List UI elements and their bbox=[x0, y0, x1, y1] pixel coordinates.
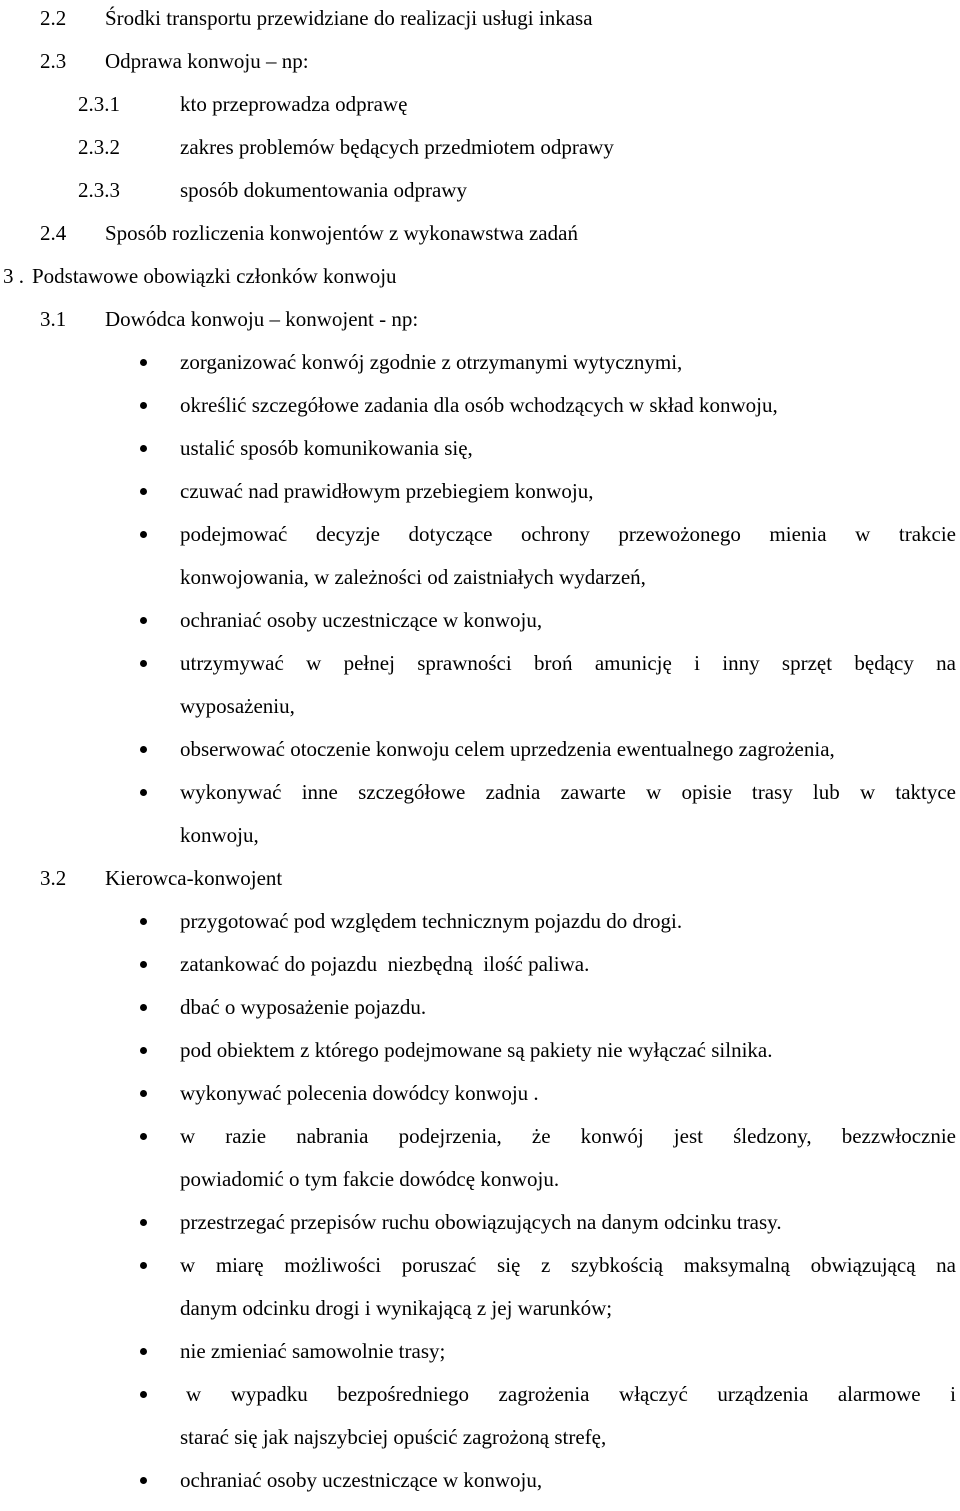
bullet-dot-icon bbox=[140, 1348, 147, 1355]
item-number: 2.3.2 bbox=[78, 135, 120, 159]
list-item-2-3-3 bbox=[0, 178, 960, 221]
bullet-item bbox=[0, 393, 960, 436]
bullet-text: ochraniać osoby uczestniczące w konwoju, bbox=[180, 1468, 543, 1492]
bullet-item bbox=[0, 1081, 960, 1124]
bullet-dot-icon bbox=[140, 961, 147, 968]
bullet-text: w razie nabrania podejrzenia, że konwój jest śledzony, bezzwłocznie bbox=[180, 1124, 956, 1148]
section-heading-3-2 bbox=[0, 866, 960, 909]
item-text: Podstawowe obowiązki członków konwoju bbox=[32, 264, 397, 288]
item-text: Sposób rozliczenia konwojentów z wykonawstwa zadań bbox=[105, 221, 578, 245]
bullet-dot-icon bbox=[140, 1391, 147, 1398]
bullet-text: przestrzegać przepisów ruchu obowiązujących na danym odcinku trasy. bbox=[180, 1210, 782, 1234]
bullet-dot-icon bbox=[140, 531, 147, 538]
item-text: Środki transportu przewidziane do realizacji usługi inkasa bbox=[105, 6, 593, 30]
bullet-dot-icon bbox=[140, 1090, 147, 1097]
item-number: 2.3.3 bbox=[78, 178, 120, 202]
bullet-text: podejmować decyzje dotyczące ochrony przewożonego mienia w trakcie bbox=[180, 522, 956, 546]
bullet-continuation bbox=[0, 823, 960, 866]
bullet-continuation bbox=[0, 565, 960, 608]
bullet-text: nie zmieniać samowolnie trasy; bbox=[180, 1339, 446, 1363]
bullet-dot-icon bbox=[140, 359, 147, 366]
bullet-text: konwoju, bbox=[180, 823, 259, 847]
bullet-text: wyposażeniu, bbox=[180, 694, 295, 718]
bullet-item bbox=[0, 952, 960, 995]
item-number: 2.2 bbox=[40, 6, 67, 30]
item-text: Odprawa konwoju – np: bbox=[105, 49, 309, 73]
bullet-item bbox=[0, 1124, 960, 1167]
bullet-dot-icon bbox=[140, 1047, 147, 1054]
bullet-text: wykonywać inne szczegółowe zadnia zawarte w opisie trasy lub w taktyce bbox=[180, 780, 956, 804]
item-number: 2.3 bbox=[40, 49, 67, 73]
bullet-text: ustalić sposób komunikowania się, bbox=[180, 436, 473, 460]
bullet-dot-icon bbox=[140, 1262, 147, 1269]
bullet-item bbox=[0, 1210, 960, 1253]
bullet-text: zatankować do pojazdu niezbędną ilość paliwa. bbox=[180, 952, 590, 976]
bullet-dot-icon bbox=[140, 488, 147, 495]
list-item-2-4 bbox=[0, 221, 960, 264]
bullet-dot-icon bbox=[140, 1004, 147, 1011]
item-number: 2.4 bbox=[40, 221, 67, 245]
bullet-item bbox=[0, 1382, 960, 1425]
bullet-dot-icon bbox=[140, 789, 147, 796]
bullet-continuation bbox=[0, 1167, 960, 1210]
bullet-text: starać się jak najszybciej opuścić zagrożoną strefę, bbox=[180, 1425, 607, 1449]
bullet-text: przygotować pod względem technicznym pojazdu do drogi. bbox=[180, 909, 683, 933]
bullet-dot-icon bbox=[140, 746, 147, 753]
bullet-item bbox=[0, 651, 960, 694]
bullet-text: dbać o wyposażenie pojazdu. bbox=[180, 995, 427, 1019]
bullet-dot-icon bbox=[140, 1133, 147, 1140]
bullet-text: konwojowania, w zależności od zaistniałych wydarzeń, bbox=[180, 565, 646, 589]
bullet-dot-icon bbox=[140, 402, 147, 409]
item-text: zakres problemów będących przedmiotem odprawy bbox=[180, 135, 614, 159]
bullet-dot-icon bbox=[140, 918, 147, 925]
bullet-dot-icon bbox=[140, 1477, 147, 1484]
bullet-item bbox=[0, 780, 960, 823]
list-item-2-2 bbox=[0, 6, 960, 49]
bullet-dot-icon bbox=[140, 1219, 147, 1226]
bullet-item bbox=[0, 522, 960, 565]
section-title: Dowódca konwoju – konwojent - np: bbox=[105, 307, 419, 331]
bullet-text: wykonywać polecenia dowódcy konwoju . bbox=[180, 1081, 539, 1105]
bullet-item bbox=[0, 995, 960, 1038]
section-heading-3-1 bbox=[0, 307, 960, 350]
bullet-item bbox=[0, 1339, 960, 1382]
bullet-continuation bbox=[0, 694, 960, 737]
bullet-text: obserwować otoczenie konwoju celem uprzedzenia ewentualnego zagrożenia, bbox=[180, 737, 835, 761]
section-title: Kierowca-konwojent bbox=[105, 866, 283, 890]
section-heading-3 bbox=[0, 264, 960, 307]
bullet-text: ochraniać osoby uczestniczące w konwoju, bbox=[180, 608, 543, 632]
bullet-continuation bbox=[0, 1425, 960, 1468]
bullet-item bbox=[0, 1038, 960, 1081]
bullet-text: zorganizować konwój zgodnie z otrzymanymi wytycznymi, bbox=[180, 350, 683, 374]
bullet-item bbox=[0, 1468, 960, 1511]
bullet-text: utrzymywać w pełnej sprawności broń amunicję i inny sprzęt będący na bbox=[180, 651, 956, 675]
bullet-item bbox=[0, 737, 960, 780]
bullet-dot-icon bbox=[140, 445, 147, 452]
bullet-item bbox=[0, 1253, 960, 1296]
section-number: 3.2 bbox=[40, 866, 67, 890]
bullet-text: powiadomić o tym fakcie dowódcę konwoju. bbox=[180, 1167, 560, 1191]
bullet-text: określić szczegółowe zadania dla osób wchodzących w skład konwoju, bbox=[180, 393, 778, 417]
bullet-item bbox=[0, 608, 960, 651]
bullet-text: w miarę możliwości poruszać się z szybkością maksymalną obwiązującą na bbox=[180, 1253, 956, 1277]
bullet-item bbox=[0, 479, 960, 522]
item-number: 2.3.1 bbox=[78, 92, 120, 116]
list-item-2-3-1 bbox=[0, 92, 960, 135]
list-item-2-3-2 bbox=[0, 135, 960, 178]
bullet-item bbox=[0, 350, 960, 393]
bullet-item bbox=[0, 909, 960, 952]
bullet-continuation bbox=[0, 1296, 960, 1339]
bullet-text: danym odcinku drogi i wynikającą z jej warunków; bbox=[180, 1296, 613, 1320]
bullet-text: pod obiektem z którego podejmowane są pakiety nie wyłączać silnika. bbox=[180, 1038, 773, 1062]
item-text: sposób dokumentowania odprawy bbox=[180, 178, 467, 202]
bullet-item bbox=[0, 436, 960, 479]
bullet-text: czuwać nad prawidłowym przebiegiem konwoju, bbox=[180, 479, 594, 503]
item-text: kto przeprowadza odprawę bbox=[180, 92, 408, 116]
list-item-2-3 bbox=[0, 49, 960, 92]
bullet-dot-icon bbox=[140, 617, 147, 624]
item-number: 3 . bbox=[3, 264, 24, 288]
bullet-dot-icon bbox=[140, 660, 147, 667]
bullet-text: w wypadku bezpośredniego zagrożenia włączyć urządzenia alarmowe i bbox=[186, 1382, 956, 1406]
section-number: 3.1 bbox=[40, 307, 67, 331]
